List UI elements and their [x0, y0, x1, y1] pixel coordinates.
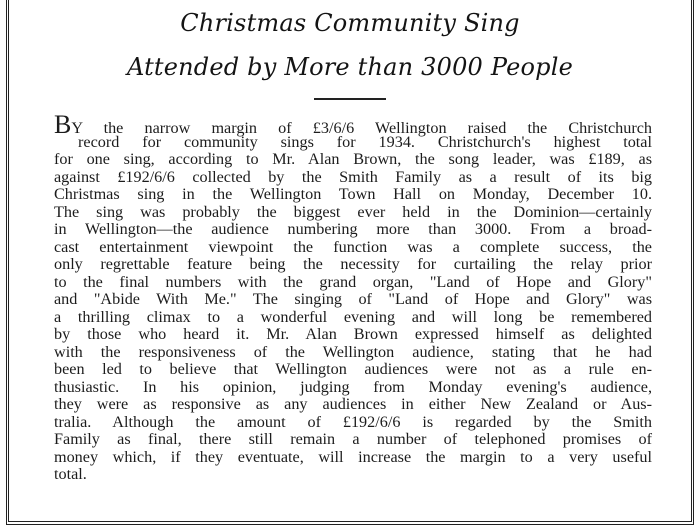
article-line: total.	[54, 465, 87, 483]
article-line: by those who heard it. Mr. Alan Brown expressed himself as delighted	[54, 325, 652, 343]
article-line: in Wellington—the audience numbering more than 3000. From a broad-	[54, 220, 652, 238]
headline-divider-rule	[314, 98, 386, 100]
article-line-text: Y the narrow margin of £3/6/6 Wellington raised the Christchurch	[71, 119, 652, 137]
article-line: and "Abide With Me." The singing of "Land of Hope and Glory" was	[54, 290, 652, 308]
article-line: Family as final, there still remain a number of telephoned promises of	[54, 430, 652, 448]
article-line: The sing was probably the biggest ever held in the Dominion—certainly	[54, 202, 652, 221]
drop-cap-letter: B	[54, 110, 72, 139]
article-line: for one sing, according to Mr. Alan Brown, the song leader, was £189, as	[54, 150, 652, 168]
article-line: with the responsiveness of the Wellington audience, stating that he had	[54, 342, 652, 361]
headline-line-1: Christmas Community Sing	[180, 9, 520, 37]
article-line: cast entertainment viewpoint the function was a complete success, the	[54, 237, 652, 256]
article-line: to the final numbers with the grand organ, "Land of Hope and Glory"	[54, 272, 652, 291]
article-line: they were as responsive as any audiences in either New Zealand or Aus-	[54, 395, 652, 413]
article-line: been led to believe that Wellington audiences were not as a rule en-	[54, 360, 652, 378]
article-line	[54, 110, 652, 139]
article-line: tralia. Although the amount of £192/6/6 is regarded by the Smith	[54, 412, 652, 431]
article-line: record for community sings for 1934. Christchurch's highest total	[78, 132, 652, 151]
article-line: Christmas sing in the Wellington Town Hall on Monday, December 10.	[54, 185, 652, 203]
article-body	[54, 110, 652, 484]
article-line: only regrettable feature being the necessity for curtailing the relay prior	[54, 255, 652, 273]
headline-line-2: Attended by More than 3000 People	[126, 53, 574, 81]
article-line: a thrilling climax to a wonderful evening and will long be remembered	[54, 307, 652, 326]
article-line: against £192/6/6 collected by the Smith Family as a result of its big	[54, 167, 652, 186]
article-line: thusiastic. In his opinion, judging from Monday evening's audience,	[54, 377, 652, 396]
article-line: money which, if they eventuate, will increase the margin to a very useful	[54, 447, 652, 466]
